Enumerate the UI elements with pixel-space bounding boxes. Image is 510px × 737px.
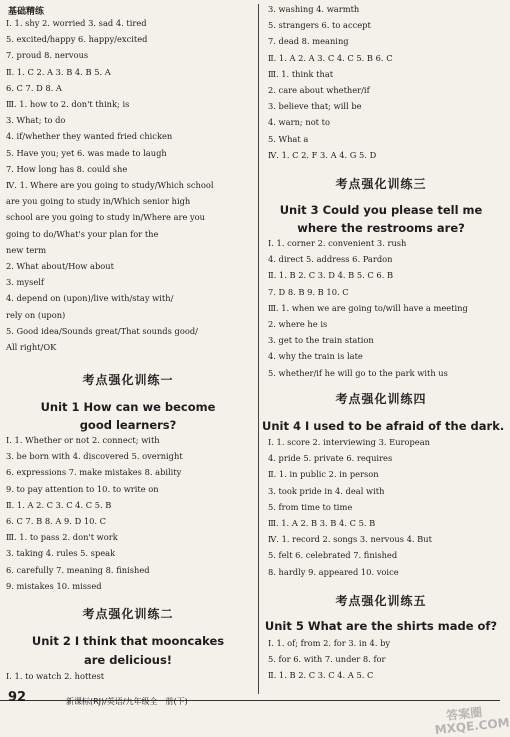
watermark-stamp: 答案圈 MXQE.COM <box>434 705 510 737</box>
answer-line: Ⅲ. 1. think that <box>268 68 334 79</box>
answer-line: 9. mistakes 10. missed <box>6 580 102 591</box>
answer-line: 3. believe that; will be <box>268 101 362 112</box>
answer-line: 6. C 7. D 8. A <box>6 82 62 93</box>
answer-line: going to do/What's your plan for the <box>6 228 159 239</box>
page-number: 92 <box>8 690 27 705</box>
answer-line: Ⅲ. 1. to pass 2. don't work <box>6 532 118 543</box>
answer-line: Ⅲ. 1. how to 2. don't think; is <box>6 99 130 109</box>
answer-line: 3. took pride in 4. deal with <box>268 485 385 496</box>
answer-line: Ⅰ. 1. to watch 2. hottest <box>6 671 105 681</box>
section-label: 基础精练 <box>8 7 45 17</box>
answer-line: All right/OK <box>6 342 57 352</box>
section-title-5: 考点强化训练五 <box>335 594 427 608</box>
answer-line: 3. washing 4. warmth <box>268 4 360 14</box>
answer-line: 3. be born with 4. discovered 5. overnight <box>6 451 183 462</box>
answer-line: 7. proud 8. nervous <box>6 50 89 61</box>
section-title-1: 考点强化训练一 <box>82 373 174 387</box>
answer-line: Ⅳ. 1. Where are you going to study/Which school <box>6 180 214 190</box>
answer-line: 9. to pay attention to 10. to write on <box>6 483 159 494</box>
unit5-title: Unit 5 What are the shirts made of? <box>264 619 498 633</box>
book-info: 新课标(RJ)/英语/九年级全一册(下) <box>66 697 188 706</box>
answer-line: 2. care about whether/if <box>268 85 370 95</box>
answer-line: 4. if/whether they wanted fried chicken <box>6 131 173 142</box>
answer-line: school are you going to study in/Where are you <box>6 212 206 223</box>
unit4-title: Unit 4 I used to be afraid of the dark. <box>262 419 505 433</box>
answer-line: 5. Have you; yet 6. was made to laugh <box>6 147 167 158</box>
answer-line: 3. get to the train station <box>268 335 374 346</box>
section-title-2: 考点强化训练二 <box>82 607 174 621</box>
answer-line: 3. What; to do <box>6 115 66 126</box>
answer-line: 4. warn; not to <box>268 117 330 128</box>
answer-line: 2. where he is <box>268 319 328 329</box>
answer-line: 5. whether/if he will go to the park with us <box>268 367 448 378</box>
answer-line: Ⅱ. 1. A 2. A 3. C 4. C 5. B 6. C <box>268 52 393 63</box>
unit3-title-line1: Unit 3 Could you please tell me <box>279 203 483 217</box>
unit1-title-line1: Unit 1 How can we become <box>40 400 216 414</box>
answer-line: 7. dead 8. meaning <box>268 36 349 47</box>
answer-line: Ⅱ. 1. in public 2. in person <box>268 469 379 480</box>
answer-line: 3. myself <box>6 277 45 288</box>
answer-line: Ⅱ. 1. B 2. C 3. D 4. B 5. C 6. B <box>268 270 394 281</box>
answer-line: 5. What a <box>268 133 309 144</box>
answer-line: 7. D 8. B 9. B 10. C <box>268 286 349 297</box>
answer-line: 4. direct 5. address 6. Pardon <box>268 254 393 265</box>
answer-line: 8. hardly 9. appeared 10. voice <box>268 566 399 577</box>
answer-line: 4. depend on (upon)/live with/stay with/ <box>6 293 174 304</box>
unit3-title-line2: where the restrooms are? <box>297 221 465 235</box>
answer-line: Ⅱ. 1. B 2. C 3. C 4. A 5. C <box>268 670 374 681</box>
answer-line: 6. expressions 7. make mistakes 8. ability <box>6 467 182 478</box>
answer-line: 6. carefully 7. meaning 8. finished <box>6 564 150 575</box>
answer-line: are you going to study in/Which senior high <box>6 196 191 207</box>
answer-line: Ⅳ. 1. record 2. songs 3. nervous 4. But <box>268 534 432 545</box>
answer-line: 5. for 6. with 7. under 8. for <box>268 654 386 665</box>
answer-line: Ⅰ. 1. shy 2. worried 3. sad 4. tired <box>6 18 147 28</box>
section-title-3: 考点强化训练三 <box>335 177 427 191</box>
answer-line: Ⅲ. 1. when we are going to/will have a meeting <box>268 302 468 313</box>
answer-line: Ⅰ. 1. score 2. interviewing 3. European <box>268 437 431 447</box>
answer-line: 7. How long has 8. could she <box>6 163 128 174</box>
unit2-title-line2: are delicious! <box>83 653 173 667</box>
answer-line: 4. why the train is late <box>268 351 363 362</box>
answer-line: Ⅱ. 1. A 2. C 3. C 4. C 5. B <box>6 499 112 510</box>
answer-line: Ⅰ. 1. corner 2. convenient 3. rush <box>268 238 407 248</box>
answer-line: rely on (upon) <box>6 309 66 320</box>
answer-line: Ⅲ. 1. A 2. B 3. B 4. C 5. B <box>268 518 376 528</box>
answer-line: 6. C 7. B 8. A 9. D 10. C <box>6 516 107 526</box>
answer-line: Ⅱ. 1. C 2. A 3. B 4. B 5. A <box>6 66 111 77</box>
answer-line: 5. felt 6. celebrated 7. finished <box>268 550 398 561</box>
answer-line: 3. taking 4. rules 5. speak <box>6 548 116 559</box>
answer-line: Ⅰ. 1. Whether or not 2. connect; with <box>6 435 160 445</box>
column-divider <box>258 4 259 694</box>
answer-line: 5. excited/happy 6. happy/excited <box>6 34 148 45</box>
unit1-title-line2: good learners? <box>79 418 177 432</box>
answer-line: new term <box>6 244 47 255</box>
answer-line: 2. What about/How about <box>6 261 114 271</box>
answer-line: Ⅳ. 1. C 2. F 3. A 4. G 5. D <box>268 149 377 160</box>
answer-line: 5. from time to time <box>268 501 353 512</box>
section-title-4: 考点强化训练四 <box>335 392 427 406</box>
answer-line: 5. Good idea/Sounds great/That sounds good/ <box>6 325 198 336</box>
unit2-title-line1: Unit 2 I think that mooncakes <box>31 634 225 648</box>
answer-line: 4. pride 5. private 6. requires <box>268 453 393 464</box>
answer-line: 5. strangers 6. to accept <box>268 20 371 31</box>
answer-line: Ⅰ. 1. of; from 2. for 3. in 4. by <box>268 638 391 648</box>
